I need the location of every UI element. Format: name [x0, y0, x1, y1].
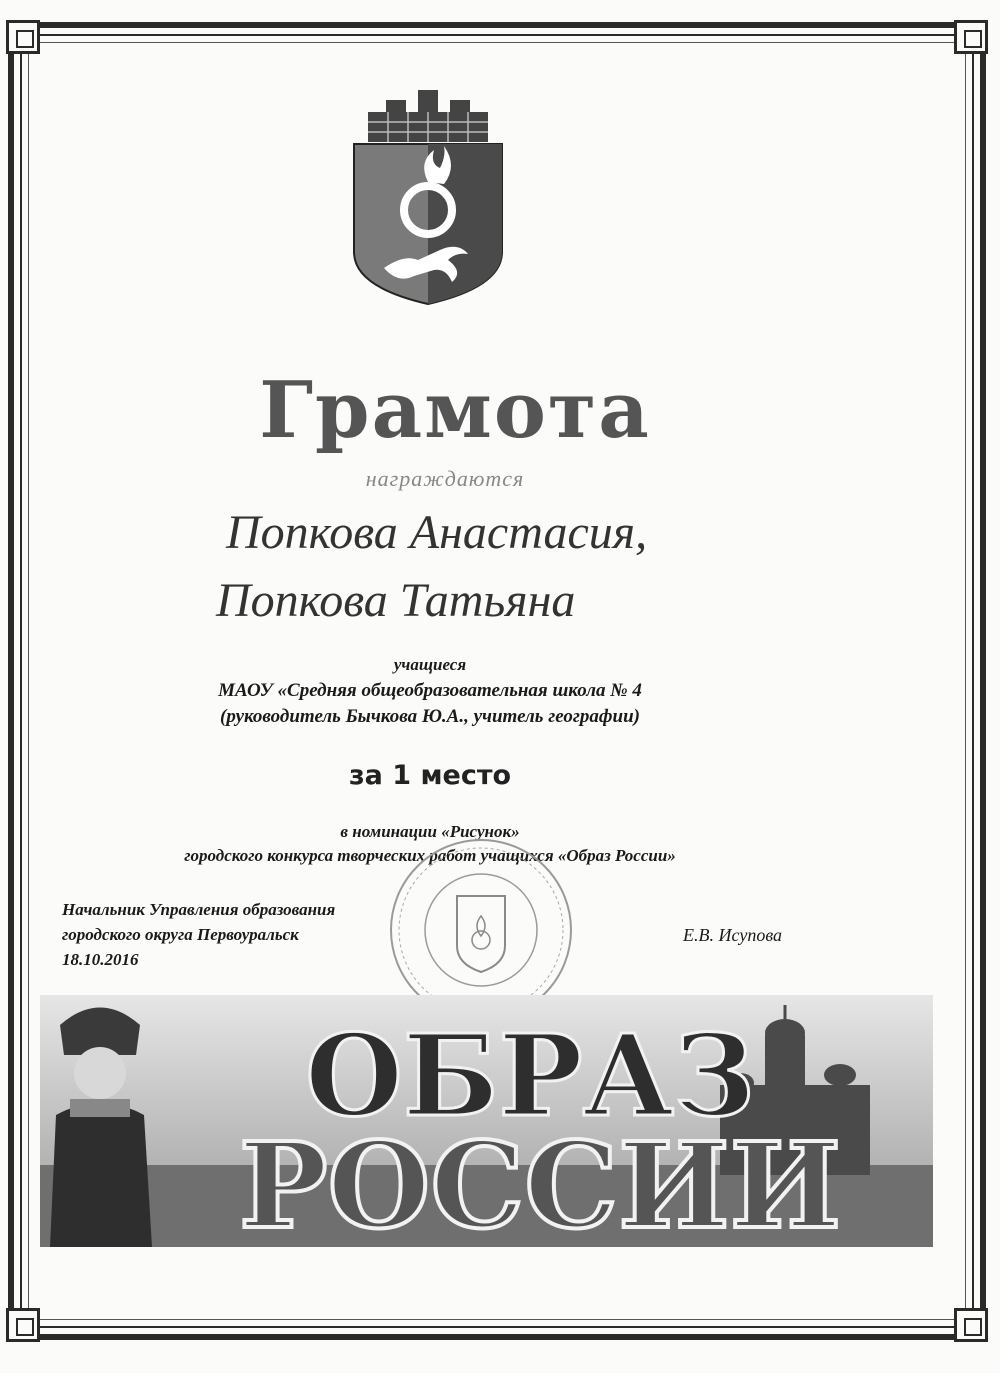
banner-title-line2: РОССИИ	[238, 1116, 842, 1247]
banner-title-line1: ОБРАЗ	[305, 1011, 755, 1142]
contest-line: городского конкурса творческих работ учащихся «Образ России»	[184, 846, 676, 865]
signature-date: 18.10.2016	[62, 950, 139, 969]
school-name: МАОУ «Средняя общеобразовательная школа № 4	[218, 680, 642, 701]
supervisor-line: (руководитель Бычкова Ю.А., учитель географии)	[220, 706, 640, 727]
signer-name: Е.В. Исупова	[683, 925, 783, 945]
students-label: учащиеся	[393, 655, 467, 674]
frame-corner-bottom-left	[6, 1308, 40, 1342]
awarded-label: награждаются	[365, 466, 525, 491]
signature-position: Начальник Управления образования	[62, 900, 336, 919]
signature-position: городского округа Первоуральск	[62, 925, 299, 944]
frame-corner-top-left	[6, 20, 40, 54]
banner-image	[40, 995, 933, 1247]
girl-in-kokoshnik-icon	[50, 1008, 152, 1248]
recipient-name: Попкова Анастасия,	[226, 506, 648, 559]
nomination-line: в номинации «Рисунок»	[340, 822, 520, 841]
certificate-title: Грамота	[259, 365, 651, 456]
coat-of-arms-icon	[348, 82, 508, 314]
recipient-name: Попкова Татьяна	[216, 574, 576, 627]
frame-corner-bottom-right	[954, 1308, 988, 1342]
place-text: за 1 место	[348, 760, 512, 791]
frame-corner-top-right	[954, 20, 988, 54]
